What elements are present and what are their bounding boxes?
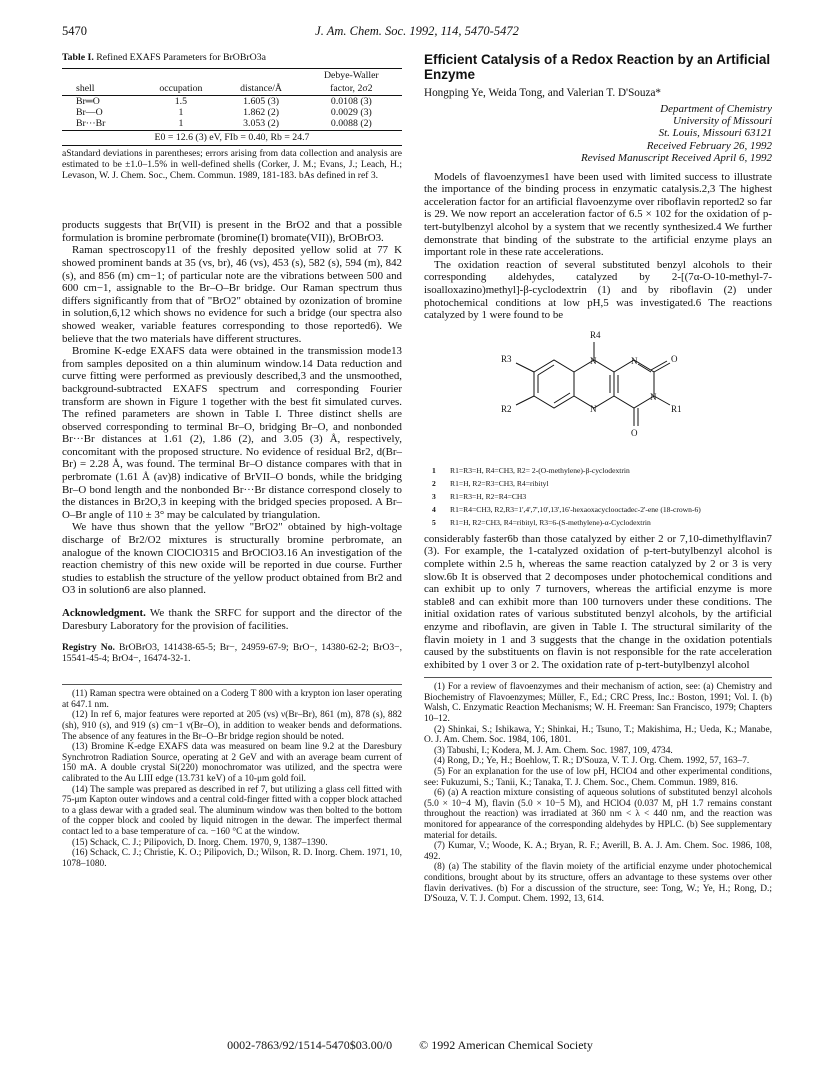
label-r4: R4 bbox=[590, 329, 601, 340]
label-n10: N bbox=[590, 355, 597, 366]
reference-item: (8) (a) The stability of the flavin moiety of the artificial enzyme under photochemical conditions, brought about by its structure, offers an advantage to these systems over other flavin derivatives. (b) For a discussion of the structure, see: Tong, W.; Ye, H.; Rong, D.; D'Souza, V. T. J. Comput. Chem. 1992, 13, 614. bbox=[424, 862, 772, 905]
reference-item: (16) Schack, C. J.; Christie, K. O.; Pilipovich, D.; Wilson, R. D. Inorg. Chem. 1971, 10, 1078–1080. bbox=[62, 848, 402, 869]
right-references bbox=[424, 677, 772, 904]
flavin-structure-svg bbox=[424, 322, 772, 462]
reference-item: (7) Kumar, V.; Woode, K. A.; Bryan, R. F.; Averill, B. A. J. Am. Chem. Soc. 1986, 108, 492. bbox=[424, 841, 772, 862]
table-row: Br—O 1 1.862 (2) 0.0029 (3) bbox=[76, 106, 372, 118]
reference-item: (4) Rong, D.; Ye, H.; Boehlow, T. R.; D'Souza, V. T. J. Org. Chem. 1992, 57, 163–7. bbox=[434, 756, 750, 767]
reference-item: (14) The sample was prepared as described in ref 7, but utilizing a glass cell fitted with 75-μm Kapton outer windows and a central cold-finger fitted with a copper block attached to a glass dewar with a graded seal. The aluminum window was then bolted to the bottom of the copper block and cooled by liquid nitrogen in the dewar. The imperfect thermal contact led to a base temperature of ca. −160 °C at the window. bbox=[62, 784, 402, 837]
reference-item: (15) Schack, C. J.; Pilipovich, D. Inorg. Chem. 1970, 9, 1387–1390. bbox=[72, 837, 328, 848]
right-column bbox=[424, 52, 772, 905]
compound-list bbox=[424, 464, 772, 529]
col-header-shell: shell bbox=[62, 82, 140, 96]
list-item: 5 R1=H, R2=CH3, R4=ribityl, R3=6-(S-methylene)-α-Cyclodextrin bbox=[432, 517, 651, 527]
table-row: Br═O 1.5 1.605 (3) 0.0108 (3) bbox=[76, 95, 372, 107]
label-r2: R2 bbox=[501, 403, 512, 414]
label-n5: N bbox=[590, 403, 597, 414]
table-footnote: aStandard deviations in parentheses; errors arising from data collection and analysis are estimated to be ±1.0–1.5% in well-defined shells (Corker, J. M.; Evans, J.; Leach, H.; Levason, W. J. Chem. Soc., Chem. Commun. 1989, 181-183. bAs defined in ref 3. bbox=[62, 148, 402, 182]
journal-citation: J. Am. Chem. Soc. 1992, 114, 5470-5472 bbox=[315, 24, 519, 38]
label-r1: R1 bbox=[671, 403, 682, 414]
col-header-factor: factor, 2σ2 bbox=[301, 82, 402, 96]
reference-item: (1) For a review of flavoenzymes and their mechanism of action, see: (a) Chemistry and Biochemistry of Flavoenzymes; Müller, F., Ed.; CRC Press, Inc.: Boston, 1991; Vol. I. (b) Walsh, C. Enzymatic Reaction Mechanisms; W. H. Freeman: San Francisco, 1979; Chapters 10–12. bbox=[424, 682, 772, 725]
label-o-top: O bbox=[671, 353, 678, 364]
reference-item: (2) Shinkai, S.; Ishikawa, Y.; Shinkai, H.; Tsuno, T.; Makishima, H.; Ueda, K.; Manabe, O. J. Am. Chem. Soc. 1984, 106, 1801. bbox=[424, 724, 772, 746]
table-caption: Table I. Refined EXAFS Parameters for BrOBrO3a bbox=[62, 52, 266, 63]
reference-item: (13) Bromine K-edge EXAFS data was measured on beam line 9.2 at the Daresbury Synchrotron Radiation Source, operating at 2 GeV and with an average beam current of 150 mA. A double crystal Si(220) monochromator was utilized, and the spectra were calibrated to the Au LIII edge (13.731 keV) of a 10-μm gold foil. bbox=[62, 742, 402, 784]
label-o-bottom: O bbox=[631, 427, 638, 438]
body-paragraph: Bromine K-edge EXAFS data were obtained in the transmission mode13 from samples deposited on a thin aluminum window.14 Data reduction and curve fitting were performed as previously described,3 and the unsmoothed, background-subtracted EXAFS spectrum and corresponding Fourier transform are shown in Figure 1 together with the best fit simulated curves. The refined parameters are shown in Table I. Three distinct shells are observed corresponding to terminal Br–O, bridging Br–O, and nonbonded Br···Br distances at 1.61 (2), 1.86 (2), and 3.05 (3) Å, respectively, concomitant with the proposed structure. No evidence of residual Br2, d(Br–Br) = 2.28 Å, was found. The terminal Br–O distance compares with that in perbromate (1.61 Å (av)8) indicative of BrVII–O bonds, while the bridging Br–O bond length and the nonbonded Br···Br distance correspond closely to the distances in Br2O,3 in keeping with the bridged species proposed. A Br–O–Br angle of 110 ± 3° may be calculated by triangulation. bbox=[62, 345, 402, 521]
body-paragraph: considerably faster6b than those catalyzed by either 2 or 7,10-dimethylflavin7 (3). For example, the 1-catalyzed oxidation of p-tert-butylbenzyl alcohol is complete within 2.5 h, whereas the same reaction catalyzed by 2 or 3 is very slow.6b It is observed that 2 decomposes under photochemical conditions and can exhibit up to only 7 turnovers, whereas the artificial enzyme is more stable8 and can exhibit more than 100 turnovers under these conditions. The initial oxidation rates of various substituted benzyl alcohols, by the artificial enzyme and riboflavin, are given in Table I. The structural similarity of the flavin moiety in 1 and 3 suggests that the change in the oxidation potentials caused by the substituents on flavin is not responsible for the rate acceleration exhibited by 1 over 3 or 2. The oxidation rate of p-tert-butylbenzyl alcohol bbox=[424, 532, 772, 671]
table-summary-line: E0 = 12.6 (3) eV, FIb = 0.40, Rb = 24.7 bbox=[62, 130, 402, 147]
reference-item: (11) Raman spectra were obtained on a Coderg T 800 with a krypton ion laser operating at 647.1 nm. bbox=[62, 689, 402, 710]
col-header-occupation: occupation bbox=[140, 82, 221, 96]
flavin-structure-diagram bbox=[424, 322, 772, 462]
received-dates: Received February 26, 1992 Revised Manuscript Received April 6, 1992 bbox=[580, 139, 772, 165]
reference-item: (5) For an explanation for the use of low pH, HClO4 and other experimental conditions, see: Fukuzumi, S.; Tanii, K.; Tanaka, T. J. Chem. Soc., Chem. Commun. 1989, 816. bbox=[424, 767, 772, 788]
body-paragraph: products suggests that Br(VII) is present in the BrO2 and that a possible formulation is bromine perbromate (bromine(I) bromate(VII)), BrOBrO3. bbox=[62, 219, 402, 244]
body-paragraph: Models of flavoenzymes1 have been used with limited success to illustrate the importance of the binding process in enzymatic catalysis.2,3 The highest acceleration factor for an artificial flavoenzyme over riboflavin reported2 so far is 29. We now report an acceleration factor of 6.5 × 102 for the oxidation of p-tert-butylbenzyl alcohol by a system that we recently synthesized.4 We further demonstrate that binding of the substrate to the artificial enzyme plays an important role in these rate accelerations. bbox=[424, 170, 772, 259]
exafs-table bbox=[62, 68, 402, 129]
reference-item: (6) (a) A reaction mixture consisting of aqueous solutions of substituted benzyl alcohols (5.0 × 10−4 M), flavin (5.0 × 10−5 M), and HClO4 (0.037 M, pH 1.7 remains constant throughout the reaction) was irradiated at 360 nm < λ < 440 nm, and the reaction was monitored for appearance of the corresponding aldehydes by HPLC. (b) See supplementary material for details. bbox=[424, 788, 772, 841]
affiliation: Department of Chemistry University of Missouri St. Louis, Missouri 63121 bbox=[658, 102, 772, 140]
page-header bbox=[62, 24, 772, 42]
article-title: Efficient Catalysis of a Redox Reaction by an Artificial Enzyme bbox=[424, 52, 771, 82]
list-item: 2 R1=H, R2=R3=CH3, R4=ribityl bbox=[432, 478, 549, 488]
label-n3: N bbox=[650, 391, 657, 402]
registry-numbers: Registry No. BrOBrO3, 141438-65-5; Br−, 24959-67-9; BrO−, 14380-62-2; BrO3−, 15541-45-4; BrO4−, 16474-32-1. bbox=[62, 642, 402, 665]
col-header-distance: distance/Å bbox=[221, 82, 300, 96]
reference-item: (12) In ref 6, major features were reported at 205 (vs) ν(Br–Br), 861 (m), 878 (s), 882 (sh), 910 (s), and 919 (s) cm−1 ν(Br–O), in addition to weaker bends and deformations. The absence of any features in the Br–O–Br bridge region should be noted. bbox=[62, 710, 402, 742]
article-authors: Hongping Ye, Weida Tong, and Valerian T. D'Souza* bbox=[424, 87, 662, 99]
body-paragraph: Raman spectroscopy11 of the freshly deposited yellow solid at 77 K showed prominent bands at 35 (vs, br), 46 (vs), 453 (s), 582 (s), 594 (m), 842 (s), and 856 (m) cm−1; of particular note are the vibrations between 500 and 600 cm−1, assignable to the Br–O–Br bridge. Our Raman spectrum thus differs significantly from that of "BrO2" obtained by ozonization of bromine in solution,6,12 which shows no evidence for such a bridge (our spectra also showed weaker, variable features corresponding to those reported6). We believe that the two materials have different structures. bbox=[62, 244, 402, 345]
left-column bbox=[62, 52, 402, 869]
left-references bbox=[62, 684, 402, 869]
copyright: © 1992 American Chemical Society bbox=[419, 1038, 593, 1052]
table-row: Br···Br 1 3.053 (2) 0.0088 (2) bbox=[76, 117, 372, 129]
list-item: 4 R1=R4=CH3, R2,R3=1',4',7',10',13',16'-hexaoxacyclooctadec-2'-ene (18-crown-6) bbox=[432, 504, 701, 514]
label-n1: N bbox=[631, 355, 638, 366]
page-number: 5470 bbox=[62, 24, 87, 38]
issn-code: 0002-7863/92/1514-5470$03.00/0 bbox=[227, 1038, 393, 1052]
body-paragraph: We have thus shown that the yellow "BrO2" obtained by high-voltage discharge of Br2/O2 mixtures is structurally bromine perbromate, an analogue of the known ClOClO315 and BrOClO3.16 An investigation of the reaction chemistry of this new oxide will be reported in due course. Further studies to establish the structure of the yellow product obtained from Br2 and O3 in solution6 are also planned. bbox=[62, 521, 402, 597]
list-item: 1 R1=R3=H, R4=CH3, R2= 2-(O-methylene)-β-cyclodextrin bbox=[432, 465, 630, 475]
label-r3: R3 bbox=[501, 353, 512, 364]
reference-item: (3) Tabushi, I.; Kodera, M. J. Am. Chem. Soc. 1987, 109, 4734. bbox=[434, 745, 673, 756]
acknowledgment: Acknowledgment. We thank the SRFC for support and the director of the Daresbury Laboratory for the provision of facilities. bbox=[62, 607, 403, 632]
page-footer bbox=[0, 1038, 820, 1053]
col-header-dw-top: Debye-Waller bbox=[301, 68, 402, 82]
body-paragraph: The oxidation reaction of several substituted benzyl alcohols to their corresponding aldehydes, catalyzed by 2-[(7α-O-10-methyl-7-isoalloxazino)methyl]-β-cyclodextrin (1) and by riboflavin (2) under photochemical conditions at low pH,5 was investigated.6 The reactions catalyzed by 1 were found to be bbox=[424, 258, 772, 322]
list-item: 3 R1=R3=H, R2=R4=CH3 bbox=[432, 491, 527, 501]
